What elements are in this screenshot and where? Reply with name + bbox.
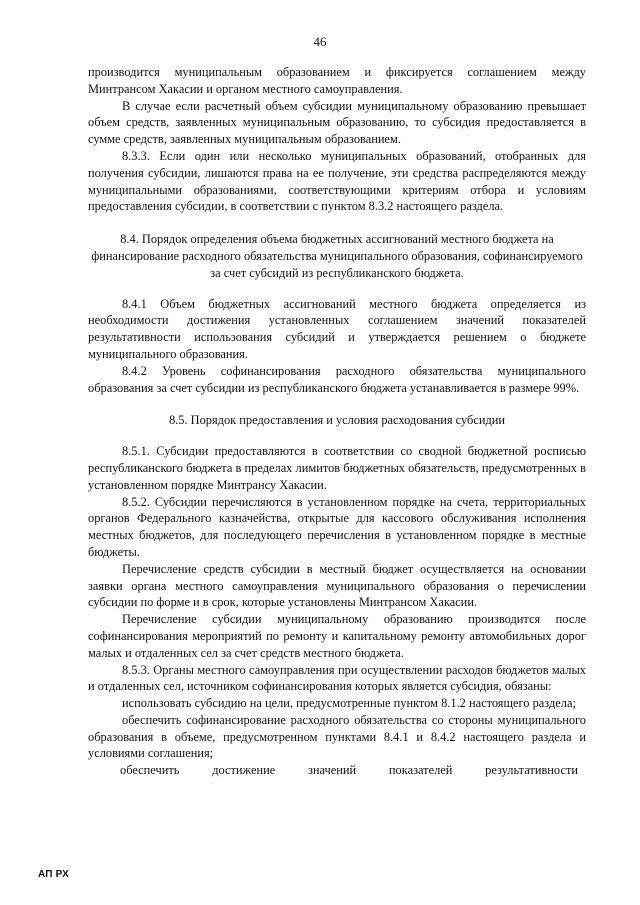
paragraph-transfer-funds: Перечисление средств субсидии в местный бюджет осуществляется на основании заявки органа местного самоуправления муниципального образования о перечислении субсидии по форме и в срок, которые установлены Минтрансом Хакасии. xyxy=(88,561,586,610)
section-heading-8-4: 8.4. Порядок определения объема бюджетных ассигнований местного бюджета на финансирование расходного обязательства муниципального образования, софинансируемого за счет субсидий из республиканского бюджета. xyxy=(91,232,583,280)
paragraph-8-5-2: 8.5.2. Субсидии перечисляются в установленном порядке на счета, территориальных органов Федерального казначейства, открытые для кассового обслуживания исполнения местных бюджетов, для последующего перечисления в установленном порядке в местные бюджеты. xyxy=(88,494,586,559)
page-number: 46 xyxy=(313,34,327,49)
spacer xyxy=(88,215,586,231)
paragraph-continuation: производится муниципальным образованием и фиксируется соглашением между Минтрансом Хакасии и органом местного самоуправления. xyxy=(88,65,586,96)
spacer xyxy=(88,429,586,443)
spacer xyxy=(88,282,586,296)
paragraph-obligation-cofinancing: обеспечить софинансирование расходного обязательства со стороны муниципального образования в объеме, предусмотренном пунктами 8.4.1 и 8.4.2 настоящего раздела и условиями соглашения; xyxy=(88,712,586,761)
document-content xyxy=(88,64,586,779)
paragraph-8-4-1: 8.4.1 Объем бюджетных ассигнований местного бюджета определяется из необходимости достижения установленных соглашением значений показателей результативности использования субсидий и утверждается решением о бюджете муниципального образования. xyxy=(88,296,586,361)
paragraph-obligation-use-subsidy: использовать субсидию на цели, предусмотренные пунктом 8.1.2 настоящего раздела; xyxy=(122,696,576,711)
last-word-5: результативности xyxy=(485,763,578,778)
final-partial-line xyxy=(120,762,578,779)
paragraph-8-4-2: 8.4.2 Уровень софинансирования расходного обязательства муниципального образования за счет субсидии из республиканского бюджета устанавливается в размере 99%. xyxy=(88,363,586,395)
last-word-3: значений xyxy=(307,763,357,778)
footer-stamp: АП РХ xyxy=(38,869,70,880)
section-heading-8-5: 8.5. Порядок предоставления и условия расходования субсидии xyxy=(168,413,506,428)
spacer xyxy=(88,396,586,412)
paragraph-transfer-after-cofinancing: Перечисление субсидии муниципальному образованию производится после софинансирования мероприятий по ремонту и капитальному ремонту автомобильных дорог малых и отдаленных сел за счет средств местного бюджета. xyxy=(88,612,586,660)
paragraph-8-3-3: 8.3.3. Если один или несколько муниципальных образований, отобранных для получения субсидии, лишаются права на ее получение, эти средства распределяются между муниципальными образованиями, соответствующими критериям отбора и условиям предоставления субсидии, в соответствии с пунктом 8.3.2 настоящего раздела. xyxy=(88,148,586,214)
paragraph-8-5-1: 8.5.1. Субсидии предоставляются в соответствии со сводной бюджетной росписью республиканского бюджета в пределах лимитов бюджетных обязательств, предусмотренных в установленном порядке Минтрансу Хакасии. xyxy=(88,444,586,492)
paragraph-subsidy-limit: В случае если расчетный объем субсидии муниципальному образованию превышает объем средств, заявленных муниципальным образованию, то субсидия предоставляется в сумме средств, заявленных муниципальным образованием. xyxy=(88,98,586,147)
paragraph-8-5-3: 8.5.3. Органы местного самоуправления при осуществлении расходов бюджетов малых и отдаленных сел, источником софинансирования которых является субсидия, обязаны: xyxy=(88,662,586,694)
last-word-2: достижение xyxy=(212,763,276,778)
last-word-4: показателей xyxy=(388,763,453,778)
last-word-1: обеспечить xyxy=(120,763,180,778)
